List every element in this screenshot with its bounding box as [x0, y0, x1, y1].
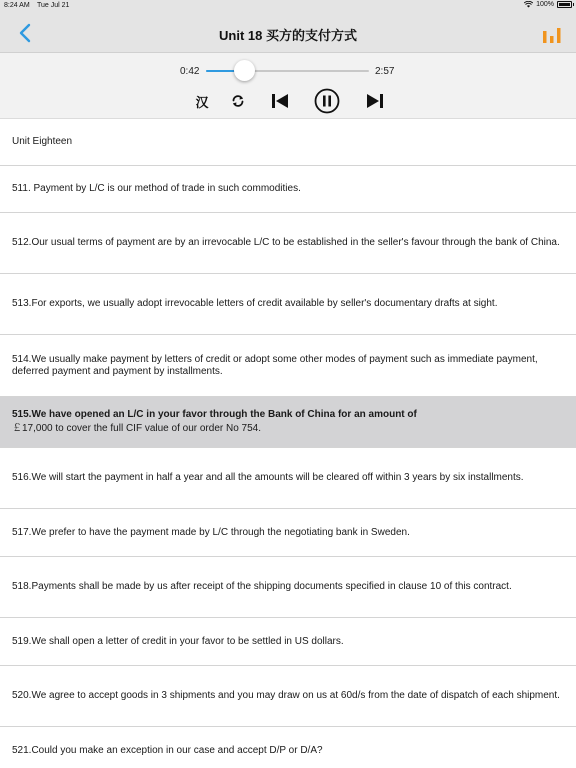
stats-bars-icon[interactable]: [542, 25, 562, 43]
sentence-row[interactable]: [0, 448, 576, 509]
sentence-text: 518.Payments shall be made by us after receipt of the shipping documents specified in clause 10 of this contract.: [12, 581, 512, 592]
battery-icon: [557, 1, 572, 8]
skip-previous-icon: [271, 93, 289, 109]
sentence-text: 515.We have opened an L/C in your favor through the Bank of China for an amount of: [12, 409, 417, 420]
sentence-text: 517.We prefer to have the payment made by L/C through the negotiating bank in Sweden.: [12, 526, 410, 538]
sentence-row[interactable]: [0, 335, 576, 397]
status-bar: [0, 0, 576, 12]
sentence-row[interactable]: [0, 666, 576, 727]
sentence-text: 516.We will start the payment in half a year and all the amounts will be cleared off within 3 years by six installments.: [12, 472, 524, 483]
next-button[interactable]: [365, 91, 385, 111]
progress-slider[interactable]: [206, 70, 369, 72]
previous-button[interactable]: [270, 91, 290, 111]
sentence-text: 513.For exports, we usually adopt irrevocable letters of credit available by seller's documentary drafts at sight.: [12, 298, 498, 309]
sentence-text: 514.We usually make payment by letters of credit or adopt some other modes of payment such as immediate payment, deferred payment and payment by installments.: [12, 353, 538, 377]
status-time: 8:24 AM: [4, 2, 30, 9]
total-time: 2:57: [375, 66, 395, 77]
sentence-row[interactable]: [0, 166, 576, 213]
sentence-row[interactable]: [0, 213, 576, 274]
sentence-row[interactable]: [0, 274, 576, 335]
pause-button[interactable]: [314, 88, 340, 114]
language-toggle-button[interactable]: 汉: [195, 94, 209, 110]
navigation-bar: [0, 12, 576, 53]
progress-thumb[interactable]: [234, 60, 255, 81]
sentence-row[interactable]: [0, 119, 576, 166]
sentence-row[interactable]: [0, 618, 576, 666]
sentence-text: Unit Eighteen: [12, 136, 73, 147]
sentence-text: 519.We shall open a letter of credit in your favor to be settled in US dollars.: [12, 635, 344, 647]
repeat-icon: [231, 94, 245, 108]
pause-icon: [314, 88, 340, 114]
status-date: Tue Jul 21: [37, 2, 70, 9]
sentence-row[interactable]: [0, 557, 576, 618]
page-title: Unit 18 买方的支付方式: [219, 28, 357, 43]
sentence-text: 512.Our usual terms of payment are by an irrevocable L/C to be established in the seller's favour through the bank of China.: [12, 237, 560, 248]
status-right: [524, 1, 572, 8]
sentence-text-continued: ￡17,000 to cover the full CIF value of our order No 754.: [12, 423, 262, 434]
current-time: 0:42: [180, 66, 200, 77]
wifi-icon: [524, 1, 533, 8]
sentence-row[interactable]: [0, 509, 576, 557]
sentence-row[interactable]: [0, 727, 576, 768]
repeat-button[interactable]: [229, 91, 247, 111]
battery-percent: 100%: [536, 1, 554, 8]
sentence-row[interactable]: [0, 397, 576, 448]
sentence-text: 521.Could you make an exception in our case and accept D/P or D/A?: [12, 744, 323, 756]
audio-player: [0, 53, 576, 119]
sentence-text: 511. Payment by L/C is our method of trade in such commodities.: [12, 183, 301, 194]
sentence-text: 520.We agree to accept goods in 3 shipments and you may draw on us at 60d/s from the date of dispatch of each shipment.: [12, 690, 560, 701]
sentence-list[interactable]: [0, 119, 576, 768]
skip-next-icon: [366, 93, 384, 109]
